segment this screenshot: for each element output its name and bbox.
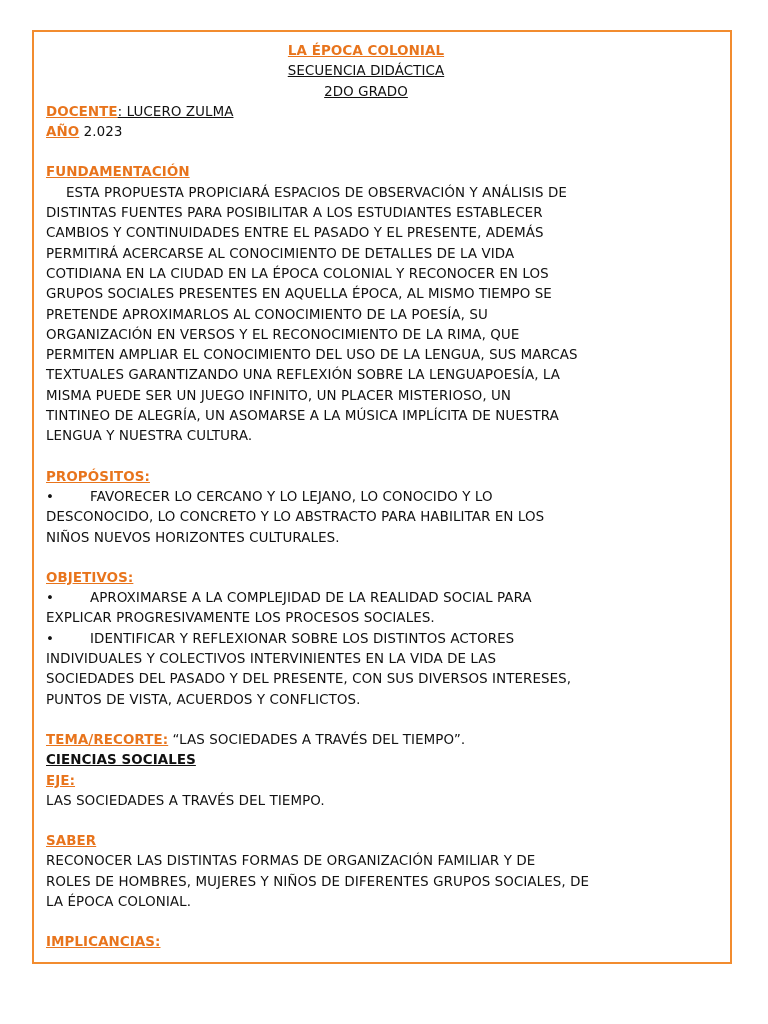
anio-label: AÑO xyxy=(46,125,80,141)
paragraph-line: TINTINEO DE ALEGRÍA, UN ASOMARSE A LA MÚSICA IMPLÍCITA DE NUESTRA xyxy=(46,409,559,425)
list-item: • APROXIMARSE A LA COMPLEJIDAD DE LA REALIDAD SOCIAL PARA xyxy=(46,589,686,609)
paragraph-line: RECONOCER LAS DISTINTAS FORMAS DE ORGANIZACIÓN FAMILIAR Y DE xyxy=(46,854,536,870)
paragraph-line: ORGANIZACIÓN EN VERSOS Y EL RECONOCIMIENTO DE LA RIMA, QUE xyxy=(46,327,520,343)
paragraph-line: PERMITIRÁ ACERCARSE AL CONOCIMIENTO DE DETALLES DE LA VIDA xyxy=(46,246,515,262)
fundamentacion-heading: FUNDAMENTACIÓN xyxy=(46,165,190,181)
list-item-line: PUNTOS DE VISTA, ACUERDOS Y CONFLICTOS. xyxy=(46,692,361,708)
document-title: LA ÉPOCA COLONIAL xyxy=(287,44,445,59)
anio-line xyxy=(46,123,686,143)
list-item: • IDENTIFICAR Y REFLEXIONAR SOBRE LOS DISTINTOS ACTORES xyxy=(46,630,686,650)
list-item: • FAVORECER LO CERCANO Y LO LEJANO, LO CONOCIDO Y LO xyxy=(46,488,686,508)
paragraph-line: ROLES DE HOMBRES, MUJERES Y NIÑOS DE DIFERENTES GRUPOS SOCIALES, DE xyxy=(46,874,590,890)
list-item-line: NIÑOS NUEVOS HORIZONTES CULTURALES. xyxy=(46,530,340,546)
eje-value: LAS SOCIEDADES A TRAVÉS DEL TIEMPO. xyxy=(46,793,325,809)
anio-value: 2.023 xyxy=(79,125,123,141)
propositos-heading: PROPÓSITOS: xyxy=(46,469,150,485)
tema-line xyxy=(46,731,686,751)
document-body xyxy=(46,42,686,954)
objetivos-heading: OBJETIVOS: xyxy=(46,570,134,586)
bullet-icon: • xyxy=(46,591,54,607)
paragraph-line: COTIDIANA EN LA CIUDAD EN LA ÉPOCA COLONIAL Y RECONOCER EN LOS xyxy=(46,266,549,282)
implicancias-heading: IMPLICANCIAS: xyxy=(46,935,161,951)
saber-heading: SABER xyxy=(46,834,97,850)
list-item-line: SOCIEDADES DEL PASADO Y DEL PRESENTE, CON SUS DIVERSOS INTERESES, xyxy=(46,672,572,688)
document-grade: 2DO GRADO xyxy=(324,84,408,100)
paragraph-line: LA ÉPOCA COLONIAL. xyxy=(46,894,192,910)
bullet-icon: • xyxy=(46,489,54,505)
paragraph-line: ESTA PROPUESTA PROPICIARÁ ESPACIOS DE OBSERVACIÓN Y ANÁLISIS DE xyxy=(66,185,567,201)
tema-heading: TEMA/RECORTE: xyxy=(46,732,169,748)
eje-heading: EJE: xyxy=(46,773,76,789)
paragraph-line: DISTINTAS FUENTES PARA POSIBILITAR A LOS ESTUDIANTES ESTABLECER xyxy=(46,206,543,222)
ciencias-heading: CIENCIAS SOCIALES xyxy=(46,753,196,769)
document-subtitle: SECUENCIA DIDÁCTICA xyxy=(287,64,445,80)
paragraph-line: MISMA PUEDE SER UN JUEGO INFINITO, UN PLACER MISTERIOSO, UN xyxy=(46,388,512,404)
docente-value: : LUCERO ZULMA xyxy=(117,104,234,120)
bullet-icon: • xyxy=(46,631,54,647)
list-item-line: EXPLICAR PROGRESIVAMENTE LOS PROCESOS SOCIALES. xyxy=(46,611,435,627)
docente-line xyxy=(46,103,686,123)
list-item-line: INDIVIDUALES Y COLECTIVOS INTERVINIENTES EN LA VIDA DE LAS xyxy=(46,652,497,668)
paragraph-line: LENGUA Y NUESTRA CULTURA. xyxy=(46,429,253,445)
paragraph-line: CAMBIOS Y CONTINUIDADES ENTRE EL PASADO Y EL PRESENTE, ADEMÁS xyxy=(46,226,544,242)
paragraph-line: PERMITEN AMPLIAR EL CONOCIMIENTO DEL USO DE LA LENGUA, SUS MARCAS xyxy=(46,348,578,364)
list-item-line: DESCONOCIDO, LO CONCRETO Y LO ABSTRACTO PARA HABILITAR EN LOS xyxy=(46,510,545,526)
docente-label: DOCENTE xyxy=(46,104,118,120)
paragraph-line: TEXTUALES GARANTIZANDO UNA REFLEXIÓN SOBRE LA LENGUAPOESÍA, LA xyxy=(46,368,561,384)
paragraph-line: PRETENDE APROXIMARLOS AL CONOCIMIENTO DE LA POESÍA, SU xyxy=(46,307,488,323)
paragraph-line: GRUPOS SOCIALES PRESENTES EN AQUELLA ÉPOCA, AL MISMO TIEMPO SE xyxy=(46,287,552,303)
tema-value: “LAS SOCIEDADES A TRAVÉS DEL TIEMPO”. xyxy=(168,732,466,748)
